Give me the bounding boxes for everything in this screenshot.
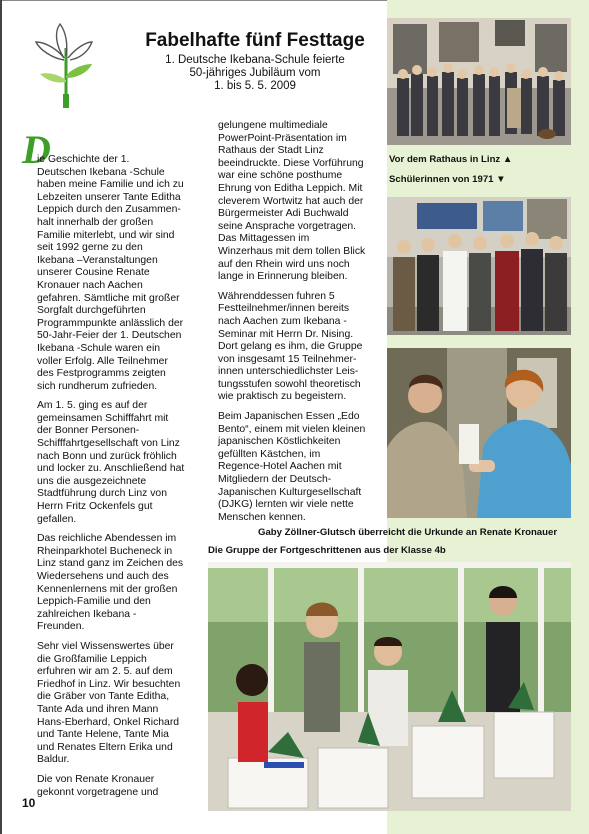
- caption-rathaus: Vor dem Rathaus in Linz ▲: [389, 154, 513, 165]
- text-line: beeindruckte. Diese Vorführung: [218, 157, 364, 169]
- text-line: zahlreichen Ikebana -: [37, 608, 137, 620]
- text-line: gemeinsamen Schifffahrt mit: [37, 412, 169, 424]
- page-title: Fabelhafte fünf Festtage: [145, 30, 365, 51]
- article-paragraph: [218, 411, 365, 524]
- text-line: und locker zu. Anschließend hat: [37, 463, 185, 475]
- text-line: Rheinparkhotel Bucheneck in: [37, 545, 173, 557]
- text-line: der Bonner Personen-: [37, 425, 140, 437]
- text-line: gelungene multimediale: [218, 120, 328, 131]
- text-line: gefüllten Kästchen, im: [218, 448, 321, 460]
- text-line: Leppich-Familie und den: [37, 596, 151, 608]
- text-line: 50-Jahr-Feier der 1. Deutschen: [37, 330, 182, 342]
- text-line: Währenddessen fuhren 5: [218, 290, 335, 302]
- text-line: von insgesamt 15 Teilnehmer-: [218, 353, 357, 365]
- text-line: Beim Japanischen Essen „Edo: [218, 411, 360, 423]
- article-paragraph: [37, 154, 184, 393]
- text-line: seit 1992 gerne zu den: [37, 242, 143, 254]
- text-line: Linz stand ganz im Zeichen des: [37, 558, 184, 570]
- text-line: lange in Erinnerung bleiben.: [218, 271, 348, 283]
- photo-schuelerinnen-1971: [387, 197, 571, 335]
- text-line: Leppich durch den Zusammen-: [37, 204, 181, 216]
- text-line: Sorgfalt durchgeführten: [37, 305, 146, 317]
- text-line: Das reichliche Abendessen im: [37, 533, 177, 545]
- article-paragraph: [37, 400, 184, 526]
- text-line: nach Aachen zum Ikebana -: [218, 315, 347, 327]
- text-line: gefahren. Sämtliche mit großer: [37, 292, 180, 304]
- text-line: Festteilnehmer/innen bereits: [218, 303, 350, 315]
- text-line: cleverem Wortwitz hat auch der: [218, 195, 364, 207]
- text-line: (DJKG) lernten wir viele nette: [218, 499, 354, 511]
- text-line: Familie miterlebt, und wir sind: [37, 229, 175, 241]
- text-line: Friedhof in Linz. Wir besuchten: [37, 678, 181, 690]
- text-line: und Renates Eltern Erika und: [37, 741, 173, 753]
- text-line: nach Bonn und zurück fröhlich: [37, 450, 177, 462]
- text-line: Mitgliedern der Deutsch-: [218, 474, 332, 486]
- article-paragraph: [37, 641, 184, 767]
- text-line: Lebzeiten unserer Tante Editha: [37, 191, 181, 203]
- text-line: voller Erfolg. Alle Teilnehmer: [37, 355, 168, 367]
- text-line: japanischen Köstlichkeiten: [218, 436, 341, 448]
- article-column-2: [218, 120, 365, 531]
- text-line: die Gräber von Tante Editha,: [37, 691, 170, 703]
- text-line: Ikebana –Veranstaltungen: [37, 254, 158, 266]
- page-border-left: [0, 0, 2, 834]
- text-line: sich rundherum zufrieden.: [37, 380, 158, 392]
- text-line: tungsstufen sowohl theoretisch: [218, 378, 361, 390]
- article-paragraph: [218, 291, 365, 404]
- text-line: Dort gelang es ihm, die Gruppe: [218, 341, 363, 353]
- text-line: des Festprogramms zeigten: [37, 368, 166, 380]
- text-line: die Großfamilie Leppich: [37, 653, 147, 665]
- text-line: erfuhren wir am 2. 5. auf dem: [37, 666, 173, 678]
- text-line: Schifffahrtgesellschaft von Linz: [37, 438, 180, 450]
- text-line: ie Geschichte der 1.: [37, 154, 130, 165]
- text-line: auf den Rhein wird uns noch: [218, 258, 350, 270]
- text-line: Regence-Hotel Aachen mit: [218, 461, 342, 473]
- text-line: Am 1. 5. ging es auf der: [37, 400, 148, 412]
- text-line: Baldur.: [37, 754, 70, 766]
- text-line: Kennenlernens mit der großen: [37, 583, 178, 595]
- text-line: Stadtführung durch Linz von: [37, 488, 167, 500]
- caption-urkunde: Gaby Zöllner-Glutsch überreicht die Urkunde an Renate Kronauer: [258, 527, 558, 538]
- text-line: gekonnt vorgetragene und: [37, 786, 159, 798]
- text-line: Menschen kennen.: [218, 511, 306, 523]
- text-line: Wiedersehens und auch des: [37, 571, 169, 582]
- text-line: Programmpunkte anlässlich der: [37, 317, 184, 329]
- caption-schuelerinnen: Schülerinnen von 1971 ▼: [389, 174, 506, 185]
- text-line: halt innerhalb der großen: [37, 216, 154, 228]
- text-line: war eine schöne posthume: [218, 170, 343, 182]
- text-line: Das Mittagessen im: [218, 233, 310, 245]
- text-line: Ehrung von Editha Leppich. Mit: [218, 182, 363, 194]
- text-line: Hans-Eberhard, Onkel Richard: [37, 716, 180, 728]
- text-line: uns die ausgezeichnete: [37, 475, 147, 487]
- photo-gruppe-klasse-4b: [208, 562, 571, 811]
- article-paragraph: [37, 533, 184, 634]
- article-paragraph: [218, 120, 365, 284]
- text-line: Kronauer nach Aachen: [37, 279, 143, 291]
- photo-rathaus-group: [387, 18, 571, 145]
- text-line: Ikebana -Schule waren ein: [37, 342, 161, 354]
- text-line: Herrn Fritz Ockenfels gut: [37, 501, 153, 513]
- dropcap-letter: D: [22, 127, 51, 172]
- ikebana-logo-icon: [26, 18, 98, 110]
- text-line: Sehr viel Wissenswertes über: [37, 640, 174, 652]
- page-subtitle: [140, 54, 370, 93]
- text-line: und Tante Helene, Tante Mia: [37, 729, 169, 741]
- text-line: Freunden.: [37, 621, 85, 633]
- text-line: PowerPoint-Präsentation im: [218, 132, 347, 144]
- caption-gruppe: Die Gruppe der Fortgeschrittenen aus der Klasse 4b: [208, 545, 446, 556]
- text-line: Tante Ada und ihren Mann: [37, 703, 159, 715]
- text-line: seine Ansprache vorgetragen.: [218, 220, 357, 232]
- text-line: Deutschen Ikebana -Schule: [37, 166, 165, 178]
- text-line: Rathaus der Stadt Linz: [218, 145, 324, 157]
- page-number: 10: [22, 796, 36, 810]
- article-paragraph: [37, 774, 184, 799]
- subtitle-line: 1. bis 5. 5. 2009: [214, 80, 296, 92]
- text-line: Bürgermeister Adi Buchwald: [218, 208, 349, 220]
- text-line: wie praktisch zu begeistern.: [218, 391, 347, 403]
- text-line: gefallen.: [37, 513, 77, 525]
- photo-urkunde-uebergabe: [387, 348, 571, 518]
- text-line: unserer Cousine Renate: [37, 267, 150, 279]
- text-line: Seminar mit Herrn Dr. Nising.: [218, 328, 354, 340]
- text-line: haben meine Familie und ich zu: [37, 179, 184, 191]
- article-column-1: [37, 154, 184, 806]
- text-line: Japanischen Kulturgesellschaft: [218, 486, 362, 498]
- text-line: innen unterschiedlichster Leis-: [218, 366, 359, 378]
- subtitle-line: 1. Deutsche Ikebana-Schule feierte: [165, 54, 345, 66]
- text-line: Die von Renate Kronauer: [37, 773, 155, 785]
- subtitle-line: 50-jähriges Jubiläum vom: [189, 67, 321, 79]
- text-line: Winzerhaus mit dem tollen Blick: [218, 245, 366, 257]
- text-line: Bento“, einem mit vielen kleinen: [218, 423, 366, 435]
